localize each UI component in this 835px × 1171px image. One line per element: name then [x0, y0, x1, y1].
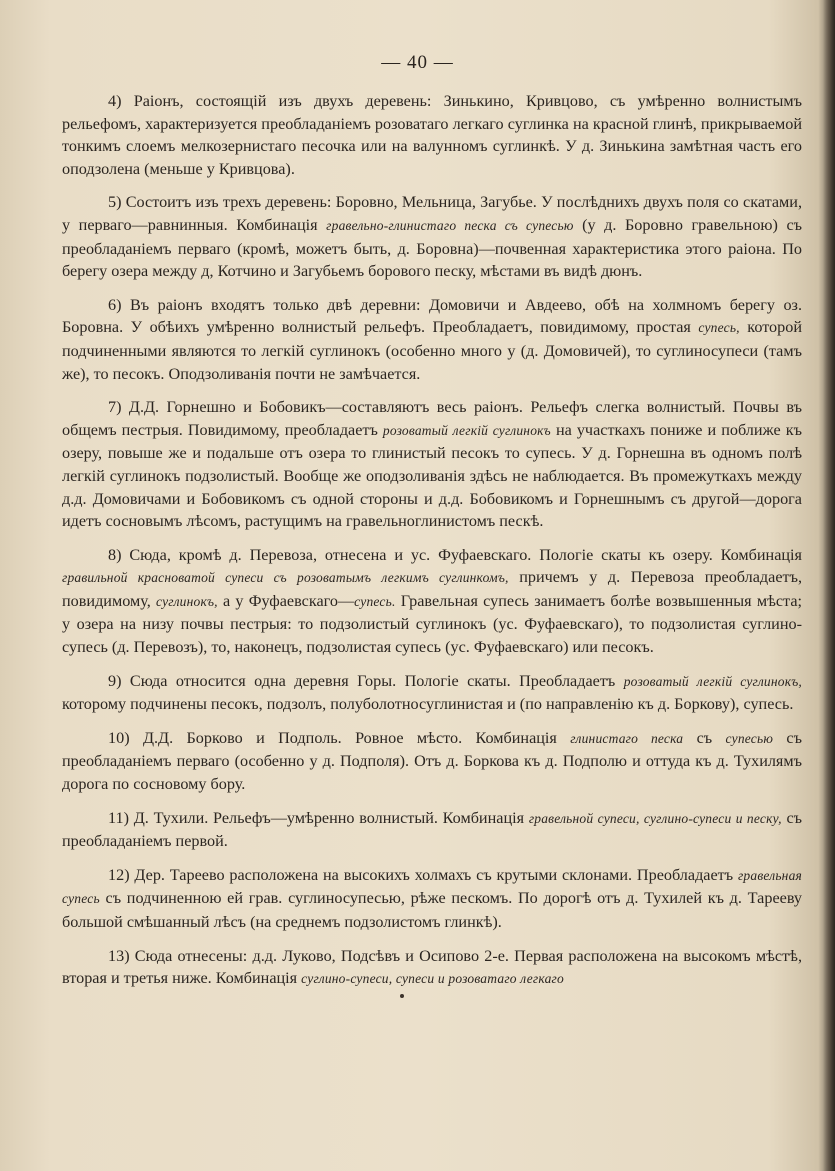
text-run: 13) Сюда отнесены: д.д. Луково, Подсѣвъ и Осипово 2-е. Первая расположена на высокомъ мѣстѣ, вторая и третья ниже. Комбинація — [62, 946, 802, 988]
paragraph — [62, 191, 802, 282]
italic-term: супесь, — [698, 320, 740, 336]
paragraph — [62, 727, 802, 796]
text-run: съ подчиненною ей грав. суглиносупесью, рѣже пескомъ. По дорогѣ отъ д. Тухилей къ д. Тарееву большой смѣшанный лѣсъ (на среднемъ подзолистомъ глинкѣ). — [62, 889, 802, 931]
page-number: — 40 — — [381, 52, 454, 73]
text-run: 12) Дер. Тареево расположена на высокихъ холмахъ съ крутыми склонами. Преобладаетъ — [108, 865, 738, 884]
text-run: а у Фуфаевскаго— — [217, 591, 355, 610]
text-run: которому подчинены песокъ, подзолъ, полуболотносуглинистая и (по направленію къ д. Боркову), супесь. — [62, 695, 794, 714]
text-run: 5) Состоитъ изъ трехъ деревень: Боровно, Мельница, Загубье. У послѣднихъ двухъ поля со скатами, у перваго—равнинныя. Комбинація — [62, 193, 802, 234]
ink-speck — [400, 994, 404, 998]
text-run: 7) Д.Д. Горнешно и Бобовикъ—составляютъ весь раіонъ. Рельефъ слегка волнистый. Почвы въ общемъ пестрыя. Повидимому, преобладаетъ — [62, 398, 802, 439]
italic-term: розоватый легкій суглинокъ — [382, 422, 551, 438]
paragraph — [62, 807, 802, 853]
text-run: съ преобладаніемъ первой. — [62, 808, 802, 851]
text-run: 8) Сюда, кромѣ д. Перевоза, отнесена и ус. Фуфаевскаго. Пологіе скаты къ озеру. Комбинація — [108, 545, 802, 564]
book-spine-shadow — [823, 0, 835, 1171]
italic-term: суглино-супеси, супеси и розоватаго легкаго — [301, 971, 564, 987]
text-run: съ — [683, 728, 726, 747]
italic-term: супесь. — [354, 593, 396, 609]
text-run: (у д. Боровно гравельною) съ преобладаніемъ перваго (кромѣ, можетъ быть, д. Боровна)—почвенная характеристика этого раіона. По берегу озера между д, Котчино и Загубьемъ борового песку, мѣстами въ видѣ дюнъ. — [62, 215, 803, 281]
text-run: которой подчиненными являются то легкій суглинокъ (особенно много у (д. Домовичей), то суглиносупеси (тамъ же), то песокъ. Оподзоливанія почти не замѣчается. — [62, 318, 803, 383]
text-run: 9) Сюда относится одна деревня Горы. Пологіе скаты. Преобладаетъ — [108, 671, 624, 690]
text-run: на участкахъ пониже и поближе къ озеру, повыше же и подальше отъ озера то глинистый песокъ то супесь. У д. Горнешна въ одномъ полѣ легкій суглинокъ подзолистый. Вообще же оподзоливанія здѣсь не наблюдается. Въ промежуткахъ между д.д. Домовичами и Бобовикомъ съ одной стороны и д.д. Бобовикомъ и Горнешнымъ съ другой—дорога идетъ сосновымъ лѣсомъ, растущимъ на гравельноглинистомъ пескѣ. — [62, 420, 802, 531]
italic-term: гравельной супеси, суглино-супеси и песку, — [528, 810, 782, 826]
paragraph — [62, 90, 802, 180]
paragraph — [62, 396, 802, 533]
text-run: 11) Д. Тухили. Рельефъ—умѣренно волнистый. Комбинація — [108, 808, 529, 827]
italic-term: гравельная супесь — [62, 867, 802, 907]
text-run: 4) Раіонъ, состоящій изъ двухъ деревень: Зинькино, Кривцово, съ умѣренно волнистымъ рельефомъ, характеризуется преобладаніемъ розоватаго легкаго суглинка на красной глинѣ, прикрываемой тонкимъ слоемъ мелкозернистаго песочка или на валунномъ суглинкѣ. У д. Зинькина замѣтная часть его оподзолена (меньше у Кривцова). — [62, 92, 802, 178]
italic-term: гравильной красноватой супеси съ розоватымъ легкимъ суглинкомъ, — [62, 570, 509, 586]
body-text — [62, 90, 802, 1002]
italic-term: гравельно-глинистаго песка съ супесью — [326, 217, 574, 233]
paragraph — [62, 864, 802, 934]
italic-term: розоватый легкій суглинокъ, — [623, 673, 803, 689]
text-run: 10) Д.Д. Борково и Подполь. Ровное мѣсто. Комбинація — [108, 728, 571, 747]
paragraph — [62, 945, 802, 991]
paragraph — [62, 544, 802, 659]
italic-term: суглинокъ, — [156, 593, 218, 609]
paragraph — [62, 294, 802, 385]
paragraph — [62, 670, 802, 716]
text-run: причемъ у д. Перевоза преобладаетъ, повидимому, — [62, 568, 802, 610]
text-run: 6) Въ раіонъ входятъ только двѣ деревни: Домовичи и Авдеево, обѣ на холмномъ берегу оз. Боровна. У обѣихъ умѣренно волнистый рельефъ. Преобладаетъ, повидимому, простая — [62, 295, 802, 337]
italic-term: супесью — [725, 730, 774, 746]
italic-term: глинистаго песка — [570, 730, 684, 746]
text-run: съ преобладаніемъ перваго (особенно у д. Подполя). Отъ д. Боркова къ д. Подполю и оттуда къ д. Тухилямъ дорога по сосновому бору. — [62, 728, 802, 794]
text-run: Гравельная супесь занимаетъ болѣе возвышенныя мѣста; у озера на низу почвы пестрыя: то подзолистый суглинокъ (ус. Фуфаевскаго), то подзолистая суглино-супесь (д. Перевозъ), то, наконецъ, подзолистая супесь (ус. Фуфаевскаго) или песокъ. — [62, 591, 803, 657]
